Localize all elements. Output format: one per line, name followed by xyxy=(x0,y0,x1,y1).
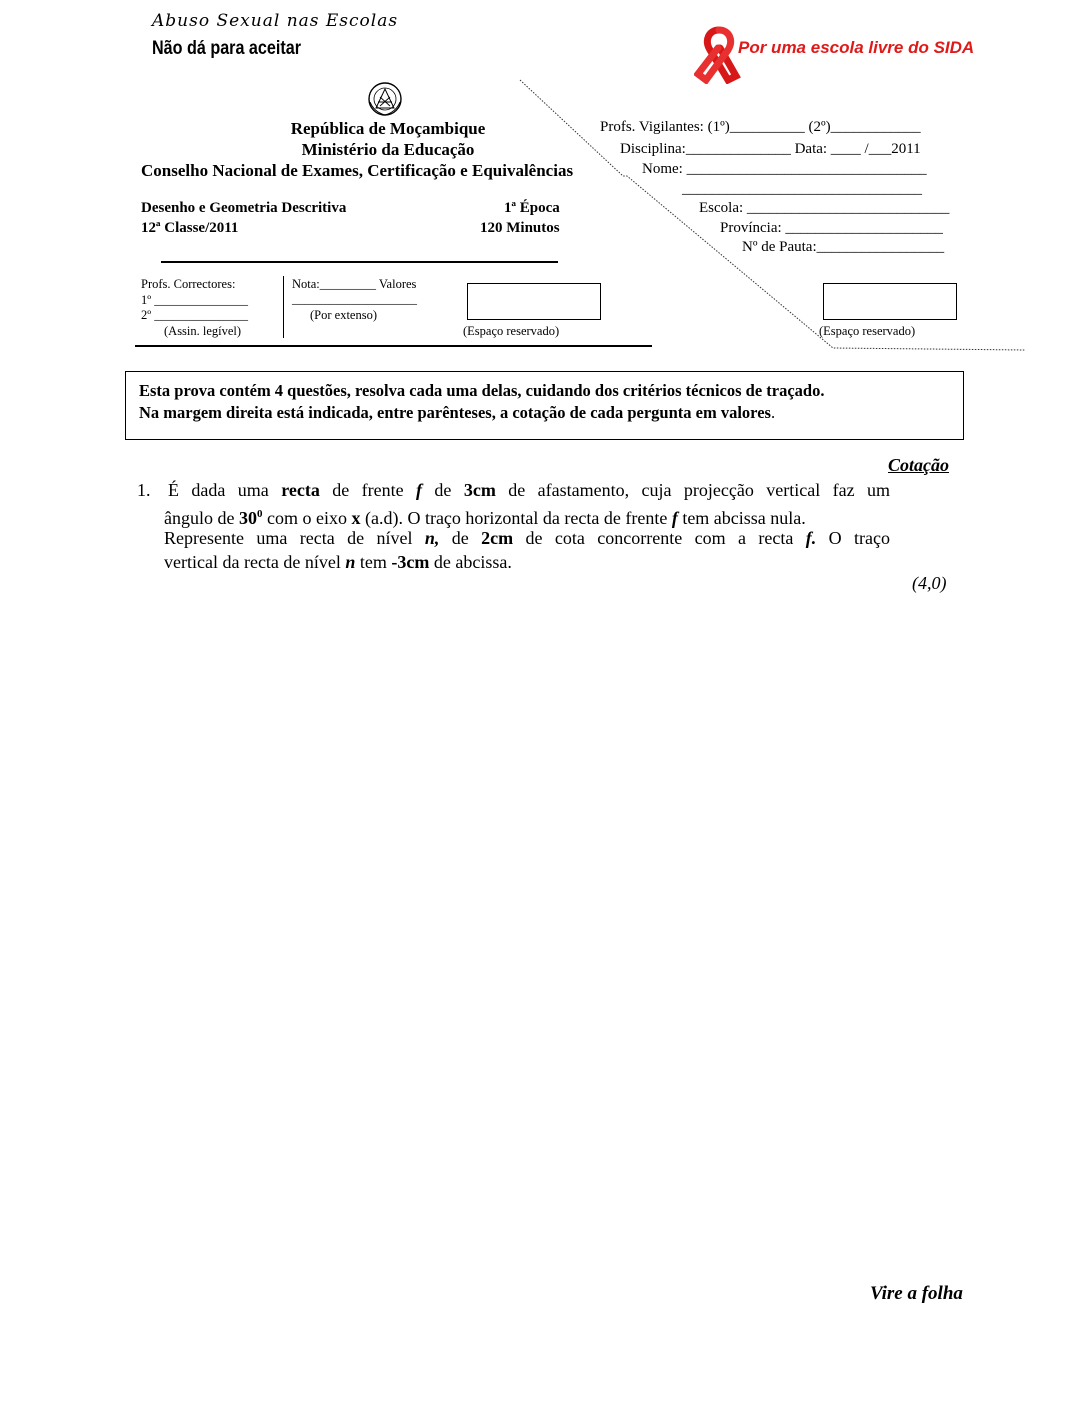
sign-note: (Assin. legível) xyxy=(164,324,242,338)
nota-field: Nota:_________ Valores xyxy=(292,277,417,291)
reserved-label-1: (Espaço reservado) xyxy=(463,324,560,338)
exam-subject: Desenho e Geometria Descritiva xyxy=(141,200,347,216)
disciplina-field: Disciplina:______________ Data: ____ /___2011 xyxy=(620,141,921,157)
instructions-box xyxy=(125,371,964,440)
reserved-box-1 xyxy=(467,283,601,320)
question-line-4: vertical da recta de nível n tem -3cm de abcissa. xyxy=(164,552,512,572)
correctores-label: Profs. Correctores: xyxy=(141,277,236,291)
aids-ribbon-icon xyxy=(694,26,744,84)
reserved-label-2: (Espaço reservado) xyxy=(819,324,916,338)
council-title: Conselho Nacional de Exames, Certificação e Equivalências xyxy=(141,161,574,180)
question-line-2: ângulo de $30^0$ com o eixo x (a.d). O traço horizontal da recta de frente f tem abcissa nula. xyxy=(164,508,806,528)
nome-field: Nome: ________________________________ xyxy=(642,161,927,177)
slogan-line1: Abuso Sexual nas Escolas xyxy=(152,11,399,31)
turn-page-note: Vire a folha xyxy=(870,1283,963,1304)
campaign-slogan: Por uma escola livre do SIDA xyxy=(738,38,975,57)
divider xyxy=(161,261,558,263)
corrector-1: 1º _______________ xyxy=(141,293,249,307)
cotacao-header: Cotação xyxy=(888,455,949,475)
corrector-2: 2º _______________ xyxy=(141,308,249,322)
instruction-line-2-text: Na margem direita está indicada, entre parênteses, a cotação de cada pergunta em valores xyxy=(139,403,771,422)
reserved-box-2 xyxy=(823,283,957,320)
pauta-field: Nº de Pauta:_________________ xyxy=(742,239,945,255)
exam-class: 12ª Classe/2011 xyxy=(141,220,239,236)
slogan-line2: Não dá para aceitar xyxy=(152,38,302,59)
exam-season: 1ª Época xyxy=(504,200,560,216)
escola-field: Escola: ___________________________ xyxy=(699,200,950,216)
provincia-field: Província: _____________________ xyxy=(720,220,943,236)
national-emblem-icon xyxy=(366,80,404,118)
question-score: (4,0) xyxy=(912,573,947,593)
instruction-line-2 xyxy=(139,403,775,423)
nome-field-continued: ________________________________ xyxy=(682,181,922,197)
grading-separator xyxy=(283,276,284,338)
question-line-1: É dada uma recta de frente f de 3cm de afastamento, cuja projecção vertical faz um xyxy=(168,480,890,500)
question-number: 1. xyxy=(137,480,151,500)
grading-bottom-rule xyxy=(135,345,652,347)
question-line-3: Represente uma recta de nível n, de 2cm de cota concorrente com a recta f. O traço xyxy=(164,528,890,548)
exam-duration: 120 Minutos xyxy=(480,220,560,236)
ministry-title: Ministério da Educação xyxy=(301,140,475,159)
nota-extenso-line: ____________________ xyxy=(292,292,417,306)
instruction-line-1: Esta prova contém 4 questões, resolva cada uma delas, cuidando dos critérios técnicos de traçado. xyxy=(139,381,825,400)
country-title: República de Moçambique xyxy=(290,119,486,138)
extenso-label: (Por extenso) xyxy=(310,308,377,322)
vigilantes-field: Profs. Vigilantes: (1º)__________ (2º)____________ xyxy=(600,119,921,135)
instruction-line-2-end: . xyxy=(770,403,776,422)
